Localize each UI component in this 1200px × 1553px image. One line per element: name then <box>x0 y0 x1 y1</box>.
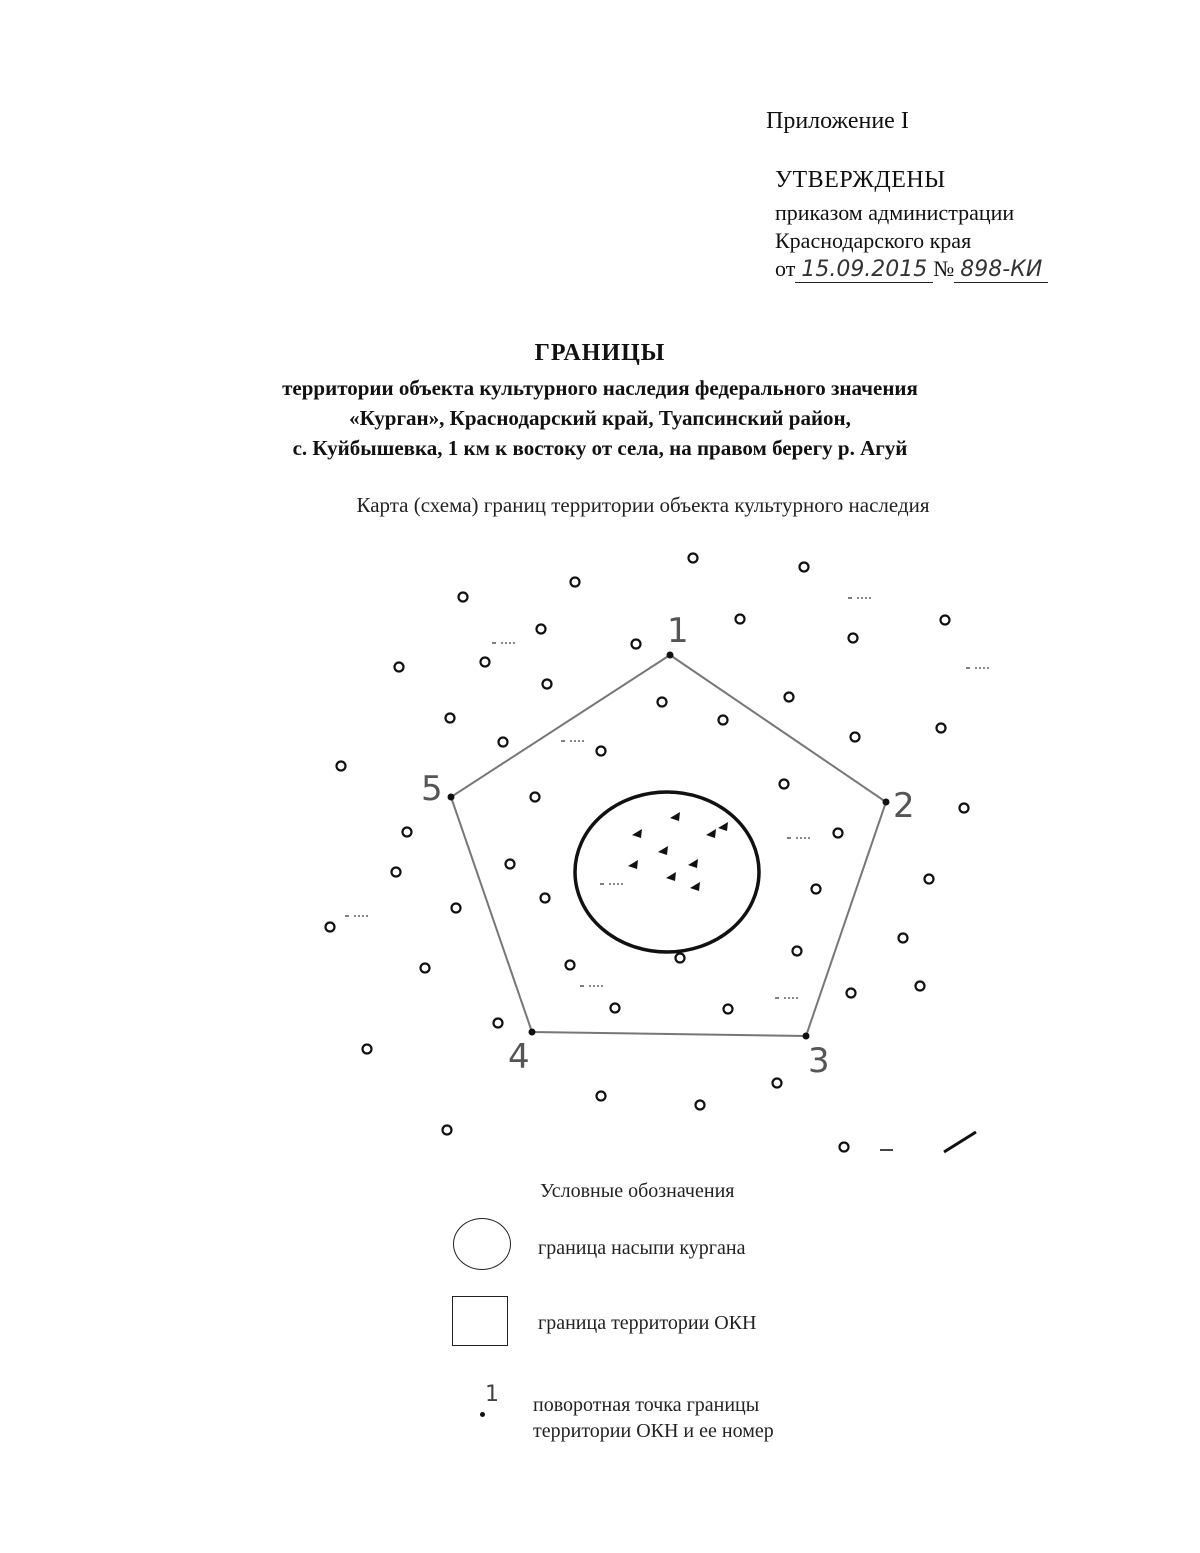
boundary-vertex-4 <box>529 1029 536 1036</box>
legend-mound-label: граница насыпи кургана <box>538 1237 746 1259</box>
tree-marker <box>481 658 490 667</box>
boundary-vertex-label-1: 1 <box>667 611 689 651</box>
boundary-vertex-2 <box>883 799 890 806</box>
page-title: ГРАНИЦЫ <box>534 340 666 366</box>
tree-marker <box>459 593 468 602</box>
tree-marker <box>392 868 401 877</box>
tree-marker <box>724 1005 733 1014</box>
okn-boundary-polygon <box>451 655 886 1036</box>
title-line-2: «Курган», Краснодарский край, Туапсинский район, <box>349 406 851 430</box>
tree-marker <box>780 780 789 789</box>
approved-heading: УТВЕРЖДЕНЫ <box>775 167 946 193</box>
tree-marker <box>736 615 745 624</box>
tree-marker <box>452 904 461 913</box>
tree-marker <box>363 1045 372 1054</box>
legend-point-line-2: территории ОКН и ее номер <box>533 1420 774 1442</box>
tree-marker <box>494 1019 503 1028</box>
mound-hatch-marks <box>628 812 728 891</box>
tree-marker <box>421 964 430 973</box>
tree-marker <box>847 989 856 998</box>
mound-boundary-circle <box>575 792 759 952</box>
tree-marker <box>941 616 950 625</box>
tree-marker <box>597 1092 606 1101</box>
mound-hatch-mark <box>718 822 728 831</box>
tree-marker <box>849 634 858 643</box>
tree-marker <box>571 578 580 587</box>
tree-marker <box>658 698 667 707</box>
legend-okn-symbol <box>452 1296 508 1346</box>
tree-marker <box>531 793 540 802</box>
boundary-vertex-1 <box>667 652 674 659</box>
number-prefix: № <box>933 256 955 281</box>
order-date-handwritten: 15.09.2015 <box>795 257 933 283</box>
tree-markers <box>326 554 969 1152</box>
legend-title: Условные обозначения <box>540 1180 735 1202</box>
mound-hatch-mark <box>666 872 676 881</box>
tree-marker <box>326 923 335 932</box>
boundary-vertex-label-5: 5 <box>421 769 443 809</box>
tree-marker <box>899 934 908 943</box>
legend-point-line-1: поворотная точка границы <box>533 1394 760 1416</box>
tree-marker <box>403 828 412 837</box>
order-line-2: Краснодарского края <box>775 228 972 253</box>
tree-marker <box>443 1126 452 1135</box>
tree-marker <box>812 885 821 894</box>
tree-marker <box>337 762 346 771</box>
tree-marker <box>499 738 508 747</box>
order-number-handwritten: 898-КИ <box>954 257 1048 283</box>
boundary-vertex-label-2: 2 <box>893 786 915 826</box>
mound-hatch-mark <box>706 829 716 838</box>
title-line-3: с. Куйбышевка, 1 км к востоку от села, на правом берегу р. Агуй <box>292 436 908 460</box>
mound-hatch-mark <box>632 829 642 838</box>
legend-point-label <box>533 1392 873 1444</box>
tree-marker <box>632 640 641 649</box>
mound-hatch-mark <box>658 846 668 855</box>
mound-hatch-mark <box>688 859 698 868</box>
tree-marker <box>689 554 698 563</box>
tree-marker <box>395 663 404 672</box>
tree-marker <box>793 947 802 956</box>
tree-marker <box>785 693 794 702</box>
boundary-vertices <box>421 611 915 1081</box>
legend-mound-symbol <box>453 1218 511 1270</box>
tree-marker <box>566 961 575 970</box>
tree-marker <box>506 860 515 869</box>
tree-marker <box>840 1143 849 1152</box>
tree-marker <box>937 724 946 733</box>
tree-marker <box>851 733 860 742</box>
scan-stroke <box>944 1132 976 1152</box>
boundary-vertex-label-4: 4 <box>508 1037 530 1077</box>
tree-marker <box>719 716 728 725</box>
order-line-1: приказом администрации <box>775 200 1015 225</box>
tree-marker <box>446 714 455 723</box>
tree-marker <box>676 954 685 963</box>
tree-marker <box>773 1079 782 1088</box>
tree-marker <box>925 875 934 884</box>
map-caption: Карта (схема) границ территории объекта культурного наследия <box>356 493 930 517</box>
tree-marker <box>611 1004 620 1013</box>
title-line-1: территории объекта культурного наследия федерального значения <box>282 376 918 400</box>
mound-hatch-mark <box>670 812 680 821</box>
tree-marker <box>543 680 552 689</box>
date-prefix: от <box>775 256 796 281</box>
mound-hatch-mark <box>628 860 638 869</box>
boundary-vertex-label-3: 3 <box>808 1041 830 1081</box>
mound-hatch-mark <box>690 882 700 891</box>
legend-point-dot <box>480 1412 485 1417</box>
tree-marker <box>696 1101 705 1110</box>
appendix-label: Приложение I <box>766 108 909 134</box>
legend-point-number: 1 <box>485 1382 499 1407</box>
tree-marker <box>597 747 606 756</box>
tree-marker <box>960 804 969 813</box>
legend-okn-label: граница территории ОКН <box>538 1312 757 1334</box>
tree-marker <box>541 894 550 903</box>
tree-marker <box>834 829 843 838</box>
tree-marker <box>800 563 809 572</box>
boundary-vertex-3 <box>803 1033 810 1040</box>
boundary-vertex-5 <box>448 794 455 801</box>
tree-marker <box>916 982 925 991</box>
tree-marker <box>537 625 546 634</box>
